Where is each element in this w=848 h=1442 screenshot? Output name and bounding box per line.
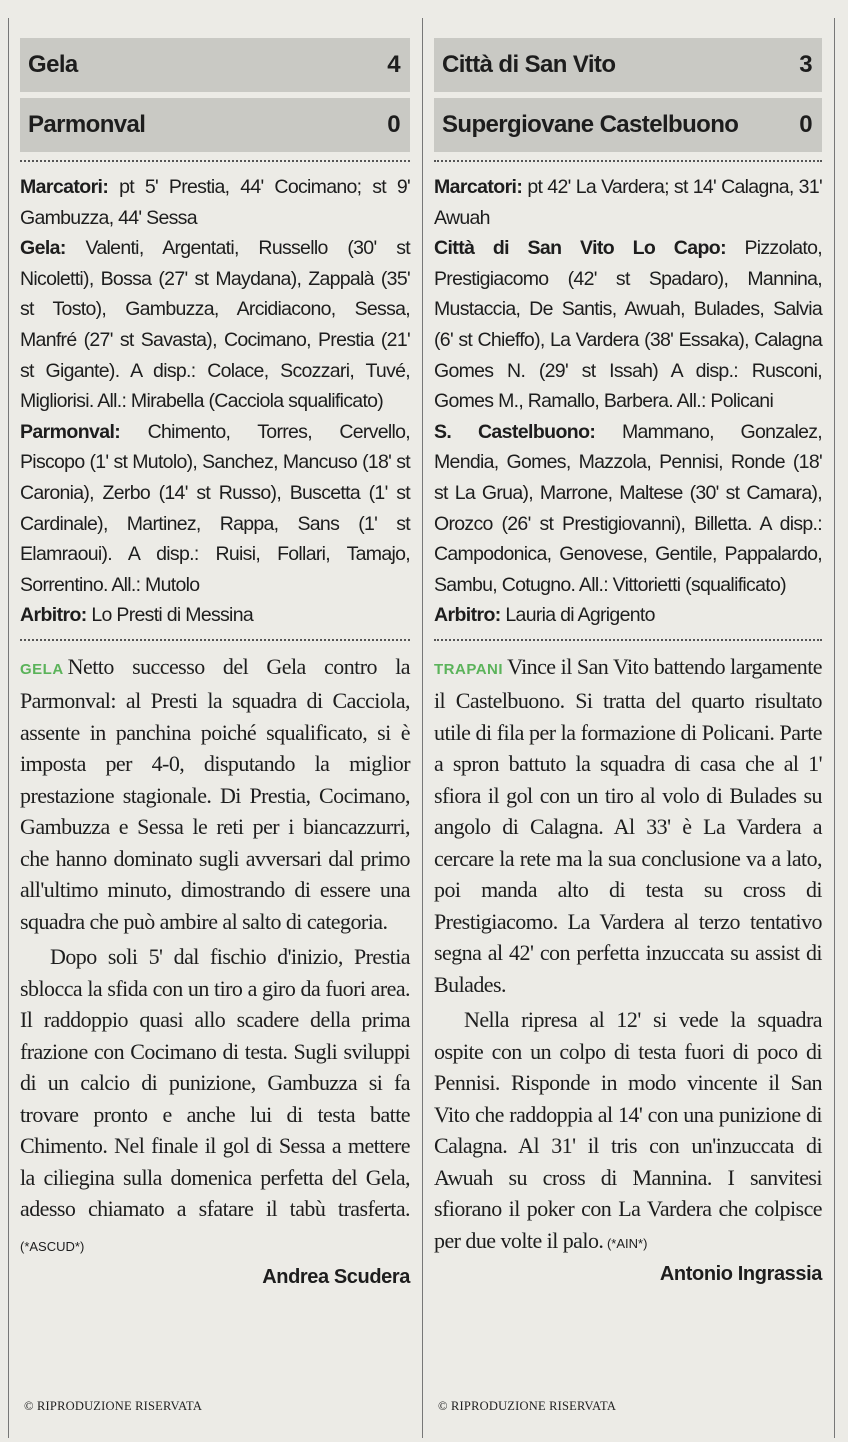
author-byline: Antonio Ingrassia — [659, 1263, 822, 1286]
match-info — [20, 172, 410, 631]
away-team-name: Parmonval — [28, 111, 146, 138]
article-paragraph-text: Netto successo del Gela contro la Parmonval: al Presti la squadra di Cacciola, assente in panchina poiché squalificato, si è imposta per 4-0, disputando la miglior prestazione stagionale. Di Prestia, Cocimano, Gambuzza e Sessa le reti per i biancazzurri, che hanno dominato sugli avversari dal primo all'ultimo minuto, dimostrando di essere una squadra che può ambire al salto di categoria. — [20, 653, 410, 934]
away-team-bar — [20, 98, 410, 152]
home-team-name: Gela — [28, 51, 78, 78]
away-lineup-label: Parmonval: — [20, 420, 121, 443]
dotted-divider — [20, 639, 410, 641]
author-byline: Andrea Scudera — [262, 1266, 410, 1289]
center-column-rule — [422, 18, 423, 1438]
home-lineup — [434, 233, 822, 417]
scorers-text: pt 42' La Vardera; st 14' Calagna, 31' Awuah — [434, 176, 822, 229]
dotted-divider — [434, 639, 822, 641]
home-lineup-label: Gela: — [20, 237, 66, 260]
home-team-bar — [20, 38, 410, 92]
article-paragraph — [434, 1004, 822, 1259]
dotted-divider — [434, 160, 822, 162]
copyright-notice: © RIPRODUZIONE RISERVATA — [438, 1399, 617, 1413]
home-lineup — [20, 233, 410, 417]
article-paragraph-text: Nella ripresa al 12' si vede la squadra ospite con un colpo di testa fuori di poco di Pennisi. Risponde in modo vincente il San Vito che raddoppia al 14' con una punizione di Calagna. Al 31' il tris con un'inzuccata di Awuah su cross di Mannina. I sanvitesi sfiorano il poker con La Vardera che colpisce per due volte il palo. — [434, 1007, 822, 1253]
agency-tag: (*ASCUD*) — [20, 1238, 85, 1254]
match-report-san-vito — [434, 38, 822, 1289]
article-paragraph-text: Dopo soli 5' dal fischio d'inizio, Prestia sblocca la sfida con un tiro a giro da fuori area. Il raddoppio quasi allo scadere della prima frazione con Cocimano di testa. Sugli sviluppi di un calcio di punizione, Gambuzza si fa trovare pronto e anche lui di testa batte Chimento. Nel finale il gol di Sessa a mettere la ciliegina sulla domenica perfetta del Gela, adesso chiamato a sfatare il tabù trasferta. — [20, 944, 410, 1222]
away-lineup-label: S. Castelbuono: — [434, 420, 596, 443]
away-team-score: 0 — [799, 111, 812, 138]
article-paragraph — [20, 941, 410, 1262]
scorers-label: Marcatori: — [434, 176, 523, 198]
scorers-text: pt 5' Prestia, 44' Cocimano; st 9' Gambuzza, 44' Sessa — [20, 176, 410, 229]
away-lineup — [20, 417, 410, 601]
away-lineup-text: Chimento, Torres, Cervello, Piscopo (1' st Mutolo), Sanchez, Mancuso (18' st Caronia), Zerbo (14' st Russo), Buscetta (1' st Cardinale), Martinez, Rappa, Sans (1' st Elamraoui). A disp.: Ruisi, Follari, Tamajo, Sorrentino. All.: Mutolo — [20, 420, 410, 596]
article-paragraph — [434, 651, 822, 1001]
match-info — [434, 172, 822, 631]
referee — [434, 600, 822, 631]
agency-tag: (*AIN*) — [603, 1235, 648, 1251]
article-body — [434, 651, 822, 1260]
home-team-name: Città di San Vito — [442, 51, 616, 78]
article-paragraph — [20, 651, 410, 938]
kicker-label: TRAPANI — [434, 660, 504, 678]
home-lineup-label: Città di San Vito Lo Capo: — [434, 237, 727, 260]
kicker-label: GELA — [20, 660, 64, 678]
match-report-gela — [20, 38, 410, 1292]
away-lineup — [434, 417, 822, 601]
away-team-bar — [434, 98, 822, 152]
referee-label: Arbitro: — [20, 604, 87, 627]
away-team-score: 0 — [387, 111, 400, 138]
scorers — [434, 172, 822, 233]
article-paragraph-text: Vince il San Vito battendo largamente il Castelbuono. Si tratta del quarto risultato utile di fila per la formazione di Policani. Parte a spron battuto la squadra di casa che al 1' sfiora il gol con un tiro al volo di Bulades su angolo di Calagna. Al 33' è La Vardera a cercare la rete ma la sua conclusione va a lato, poi manda alto di testa su cross di Prestigiacomo. La Vardera al terzo tentativo segna al 42' con perfetta inzuccata su assist di Bulades. — [434, 653, 822, 997]
away-lineup-text: Mammano, Gonzalez, Mendia, Gomes, Mazzola, Pennisi, Ronde (18' st La Grua), Marrone, Maltese (30' st Camara), Orozco (26' st Prestigiovanni), Billetta. A disp.: Campodonica, Genovese, Gentile, Pappalardo, Sambu, Cotugno. All.: Vittorietti (squalificato) — [434, 420, 822, 596]
left-column-rule — [8, 18, 9, 1438]
referee-text: Lo Presti di Messina — [86, 604, 253, 627]
referee-label: Arbitro: — [434, 604, 501, 627]
home-team-score: 3 — [799, 51, 812, 78]
referee — [20, 600, 410, 631]
home-lineup-text: Valenti, Argentati, Russello (30' st Nicoletti), Bossa (27' st Maydana), Zappalà (35' st Tosto), Gambuzza, Arcidiacono, Sessa, Manfré (27' st Savasta), Cocimano, Prestia (21' st Gigante). A disp.: Colace, Scozzari, Tuvé, Migliorisi. All.: Mirabella (Cacciola squalificato) — [20, 237, 410, 413]
away-team-name: Supergiovane Castelbuono — [442, 111, 739, 138]
scorers — [20, 172, 410, 233]
home-team-bar — [434, 38, 822, 92]
copyright-notice: © RIPRODUZIONE RISERVATA — [24, 1399, 203, 1413]
article-body — [20, 651, 410, 1263]
referee-text: Lauria di Agrigento — [500, 604, 655, 627]
right-column-rule — [834, 18, 835, 1438]
home-team-score: 4 — [387, 51, 400, 78]
dotted-divider — [20, 160, 410, 162]
home-lineup-text: Pizzolato, Prestigiacomo (42' st Spadaro), Mannina, Mustaccia, De Santis, Awuah, Bulades, Salvia (6' st Chieffo), La Vardera (38' Essaka), Calagna Gomes N. (29' st Issah) A disp.: Rusconi, Gomes M., Ramallo, Barbera. All.: Policani — [434, 237, 822, 413]
scorers-label: Marcatori: — [20, 176, 109, 198]
